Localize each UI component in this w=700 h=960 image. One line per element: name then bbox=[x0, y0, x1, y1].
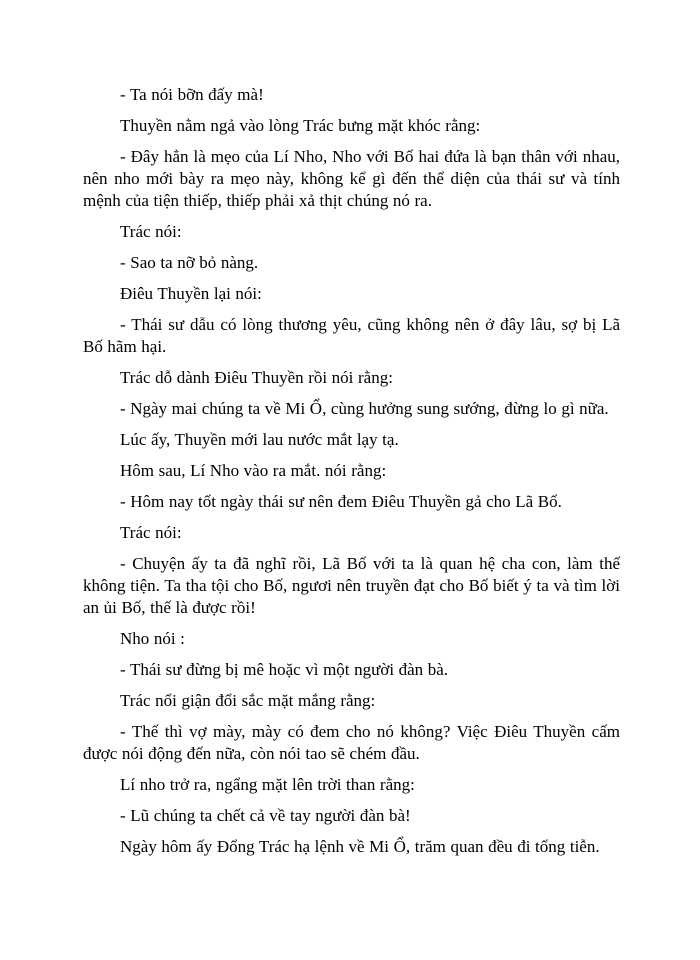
paragraph: Lí nho trở ra, ngẩng mặt lên trời than rằng: bbox=[120, 775, 415, 794]
paragraph: - Lũ chúng ta chết cả về tay người đàn bà! bbox=[120, 806, 411, 825]
paragraph: Trác nói: bbox=[120, 222, 182, 241]
paragraph: Lúc ấy, Thuyền mới lau nước mắt lạy tạ. bbox=[120, 430, 399, 449]
paragraph: - Ngày mai chúng ta về Mi Ổ, cùng hưởng sung sướng, đừng lo gì nữa. bbox=[120, 399, 609, 418]
paragraph: Trác dỗ dành Điêu Thuyền rồi nói rằng: bbox=[120, 368, 393, 387]
paragraph: Thuyền nằm ngả vào lòng Trác bưng mặt khóc rằng: bbox=[120, 116, 481, 135]
paragraph: - Thế thì vợ mày, mày có đem cho nó không? Việc Điêu Thuyền cấm được nói động đến nữa, còn nói tao sẽ chém đầu. bbox=[83, 722, 620, 763]
paragraph: - Đây hẳn là mẹo của Lí Nho, Nho với Bố hai đứa là bạn thân với nhau, nên nho mới bày ra mẹo này, không kể gì đến thể diện của thái sư và tính mệnh của tiện thiếp, thiếp phải xả thịt chúng nó ra. bbox=[83, 147, 620, 210]
paragraph: Nho nói : bbox=[120, 629, 185, 648]
paragraph: - Sao ta nỡ bỏ nàng. bbox=[120, 253, 259, 272]
paragraph: - Ta nói bỡn đấy mà! bbox=[120, 85, 264, 104]
paragraph: - Chuyện ấy ta đã nghĩ rồi, Lã Bố với ta là quan hệ cha con, làm thế không tiện. Ta tha tội cho Bố, ngươi nên truyền đạt cho Bố biết ý ta và tìm lời an ủi Bố, thế là được rồi! bbox=[83, 554, 620, 617]
paragraph: - Thái sư đừng bị mê hoặc vì một người đàn bà. bbox=[120, 660, 449, 679]
paragraph: - Thái sư dẫu có lòng thương yêu, cũng không nên ở đây lâu, sợ bị Lã Bố hãm hại. bbox=[83, 315, 620, 356]
paragraph: Trác nổi giận đổi sắc mặt mắng rằng: bbox=[120, 691, 376, 710]
paragraph: Ngày hôm ấy Đổng Trác hạ lệnh về Mi Ổ, trăm quan đều đi tống tiễn. bbox=[120, 837, 600, 856]
paragraph: Điêu Thuyền lại nói: bbox=[120, 284, 262, 303]
paragraph: - Hôm nay tốt ngày thái sư nên đem Điêu Thuyền gả cho Lã Bố. bbox=[120, 492, 562, 511]
paragraph: Hôm sau, Lí Nho vào ra mắt. nói rằng: bbox=[120, 461, 387, 480]
paragraph: Trác nói: bbox=[120, 523, 182, 542]
